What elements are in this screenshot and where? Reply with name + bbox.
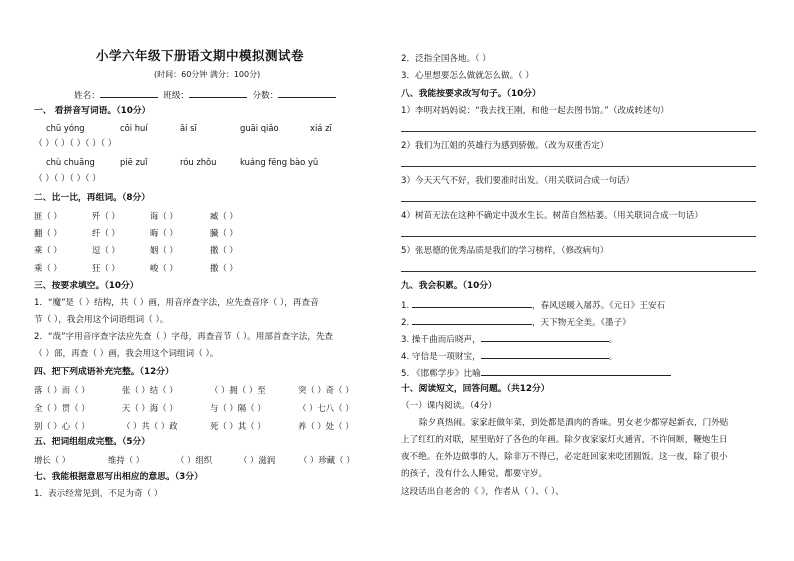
compare-item[interactable]: 狂（ ）: [92, 263, 120, 273]
section-3-heading: 三、按要求填空。（10分）: [34, 281, 139, 291]
recite-text: ，天下物无全美。《墨子》: [531, 318, 631, 328]
compare-item[interactable]: 撒（ ）: [210, 245, 238, 255]
phrase-item[interactable]: （ ）珍藏（ ）: [299, 455, 355, 465]
section-1-heading: 一、 看拼音写词语。（10分）: [34, 106, 151, 116]
recite-blank[interactable]: [412, 315, 532, 325]
section-4-heading: 四、把下列成语补充完整。（12分）: [34, 367, 174, 377]
idiom-item[interactable]: 全（ ）贯（ ）: [34, 403, 90, 413]
phrase-item[interactable]: 维持（ ）: [108, 455, 145, 465]
section-2-heading: 二、比一比，再组词。（8分）: [34, 193, 151, 203]
compare-item[interactable]: 乘（ ）: [34, 245, 62, 255]
recite-text: 4. 守信是一项财宝，: [401, 352, 481, 362]
rewrite-question: 2）我们为江姐的英雄行为感到骄傲。（改为双重否定）: [401, 141, 609, 151]
reading-passage-line: 夜不绝。在外边做事的人，除非万不得已，必定赶回家来吃团圆饭。这一夜，除了很小: [401, 452, 728, 462]
compare-item[interactable]: 姻（ ）: [150, 245, 178, 255]
rewrite-question: 5）张思德的优秀品质是我们的学习榜样，（修改病句）: [401, 246, 609, 256]
recite-blank[interactable]: [481, 349, 609, 359]
idiom-item[interactable]: （ ）拥（ ）至: [210, 385, 266, 395]
pinyin-item: chù chuāng: [46, 157, 95, 167]
class-field[interactable]: [189, 88, 247, 98]
reading-passage-line: 上了红红的对联，屋里贴好了各色的年画。除夕夜家家灯火通宵，不许间断，鞭炮生日: [401, 435, 728, 445]
idiom-item[interactable]: 突（ ）奇（ ）: [298, 385, 354, 395]
question-line[interactable]: 2．“哉”字用音序查字法应先查（ ）字母，再查音节（ ）。用部首查字法，先查: [34, 332, 334, 342]
recite-text: ，春风送暖入屠苏。《元日》王安石: [531, 301, 666, 311]
pinyin-item: chū yóng: [46, 123, 85, 133]
answer-line[interactable]: [401, 201, 756, 202]
question-line[interactable]: 1．“魔”是（ ）结构，共（ ）画，用音序查字法，应先查音序（ ），再查音: [34, 298, 319, 308]
reading-passage-line: 的孩子，没有什么人睡觉，都要守岁。: [401, 469, 548, 479]
answer-line[interactable]: [401, 131, 756, 132]
compare-item[interactable]: 匪（ ）: [34, 211, 62, 221]
section-5-heading: 五、把词组组成完整。（5分）: [34, 437, 151, 447]
idiom-item[interactable]: 别（ ）心（ ）: [34, 421, 90, 431]
phrase-item[interactable]: （ ）组织: [176, 455, 213, 465]
exam-subtitle: (时间：60分钟 满分：100分): [154, 70, 261, 79]
idiom-item[interactable]: 天（ ）海（ ）: [122, 403, 178, 413]
recite-blank[interactable]: [481, 332, 609, 342]
compare-item[interactable]: 翻（ ）: [34, 228, 62, 238]
idiom-item[interactable]: 张（ ）结（ ）: [122, 385, 178, 395]
idiom-item[interactable]: 养（ ）处（ ）: [298, 421, 354, 431]
item-number: 2.: [401, 318, 410, 328]
answer-brackets-row[interactable]: （ ）（ ）（ ）（ ）: [34, 174, 101, 184]
class-label: 班级：: [163, 91, 190, 101]
question-line[interactable]: 3．心里想要怎么做就怎么做。（ ）: [401, 71, 534, 81]
idiom-item[interactable]: 与（ ）隔（ ）: [210, 403, 266, 413]
punctuation: 。: [608, 352, 618, 362]
compare-item[interactable]: 撒（ ）: [210, 263, 238, 273]
section-8-heading: 八、我能按要求改写句子。（10分）: [401, 89, 541, 99]
recite-line: [401, 332, 617, 346]
recite-blank[interactable]: [481, 366, 671, 376]
recite-text: 3. 操千曲而后晓声，: [401, 335, 481, 345]
answer-brackets-row[interactable]: （ ）（ ）（ ）（ ）（ ）: [34, 139, 117, 149]
rewrite-question: 3）今天天气不好，我们要准时出发。（用关联词合成一句话）: [401, 176, 635, 186]
section-10-heading: 十、阅读短文，回答问题。（共12分）: [401, 384, 550, 394]
idiom-item[interactable]: 落（ ）而（ ）: [34, 385, 90, 395]
answer-line[interactable]: [401, 166, 756, 167]
pinyin-item: āi sī: [180, 123, 197, 133]
recite-line: [401, 298, 665, 312]
section-9-heading: 九、我会积累。（10分）: [401, 281, 497, 291]
compare-item[interactable]: 乘（ ）: [34, 263, 62, 273]
item-number: 1.: [401, 301, 410, 311]
question-line[interactable]: 1．表示经常见到，不足为奇（ ）: [34, 489, 163, 499]
exam-title: 小学六年级下册语文期中模拟测试卷: [96, 48, 305, 63]
question-line[interactable]: （ ）部，再查（ ）画，我会用这个词组词（ ）。: [34, 349, 219, 359]
idiom-item[interactable]: （ ）七八（ ）: [298, 403, 354, 413]
question-line[interactable]: 2．泛指全国各地。（ ）: [401, 54, 491, 64]
phrase-item[interactable]: 增长（ ）: [34, 455, 71, 465]
question-line[interactable]: 节（ ），我会用这个词语组词（ ）。: [34, 315, 169, 325]
recite-line: [401, 315, 631, 329]
punctuation: 。: [608, 335, 618, 345]
compare-item[interactable]: 诲（ ）: [150, 211, 178, 221]
reading-question-line[interactable]: 这段话出自老舍的《 》，作者从（ ）、（ ）、: [401, 487, 564, 497]
pinyin-item: cōi huí: [120, 123, 148, 133]
pinyin-item: róu zhǒu: [180, 157, 217, 167]
idiom-item[interactable]: 死（ ）其（ ）: [210, 421, 266, 431]
compare-item[interactable]: 臓（ ）: [210, 228, 238, 238]
compare-item[interactable]: 歼（ ）: [92, 211, 120, 221]
reading-subheading: （一）课内阅读。（4分）: [401, 401, 497, 411]
name-label: 姓名：: [74, 91, 100, 101]
idiom-item[interactable]: （ ）共（ ）政: [122, 421, 178, 431]
rewrite-question: 1）李明对妈妈说：“我去找王刚，和他一起去图书馆。”（改成转述句）: [401, 106, 669, 116]
compare-item[interactable]: 晦（ ）: [150, 228, 178, 238]
compare-item[interactable]: 纤（ ）: [92, 228, 120, 238]
recite-line: [401, 349, 617, 363]
rewrite-question: 4）树苗无法在这种不确定中汲水生长。树苗自然枯萎。（用关联词合成一句话）: [401, 211, 703, 221]
pinyin-item: guāi qiǎo: [240, 123, 279, 133]
answer-line[interactable]: [401, 236, 756, 237]
section-7-heading: 七、我能根据意思写出相应的意思。（3分）: [34, 472, 203, 482]
compare-item[interactable]: 逗（ ）: [92, 245, 120, 255]
answer-line[interactable]: [401, 271, 756, 272]
score-field[interactable]: [278, 88, 336, 98]
score-label: 分数：: [252, 91, 279, 101]
student-info-row: [74, 88, 336, 102]
reading-passage-line: 除夕真热闹。家家赶做年菜，到处都是酒肉的香味。男女老少都穿起新衣，门外贴: [419, 418, 729, 428]
name-field[interactable]: [100, 88, 158, 98]
recite-blank[interactable]: [412, 298, 532, 308]
compare-item[interactable]: 峻（ ）: [150, 263, 178, 273]
pinyin-item: piē zuǐ: [120, 157, 148, 167]
pinyin-item: kuáng fēng bào yǔ: [240, 157, 319, 167]
pinyin-item: xiá zī: [310, 123, 332, 133]
compare-item[interactable]: 臧（ ）: [210, 211, 238, 221]
phrase-item[interactable]: （ ）滋润: [239, 455, 276, 465]
recite-line: [401, 366, 671, 380]
recite-text: 5. 《邯郸学步》比喻: [401, 369, 481, 379]
